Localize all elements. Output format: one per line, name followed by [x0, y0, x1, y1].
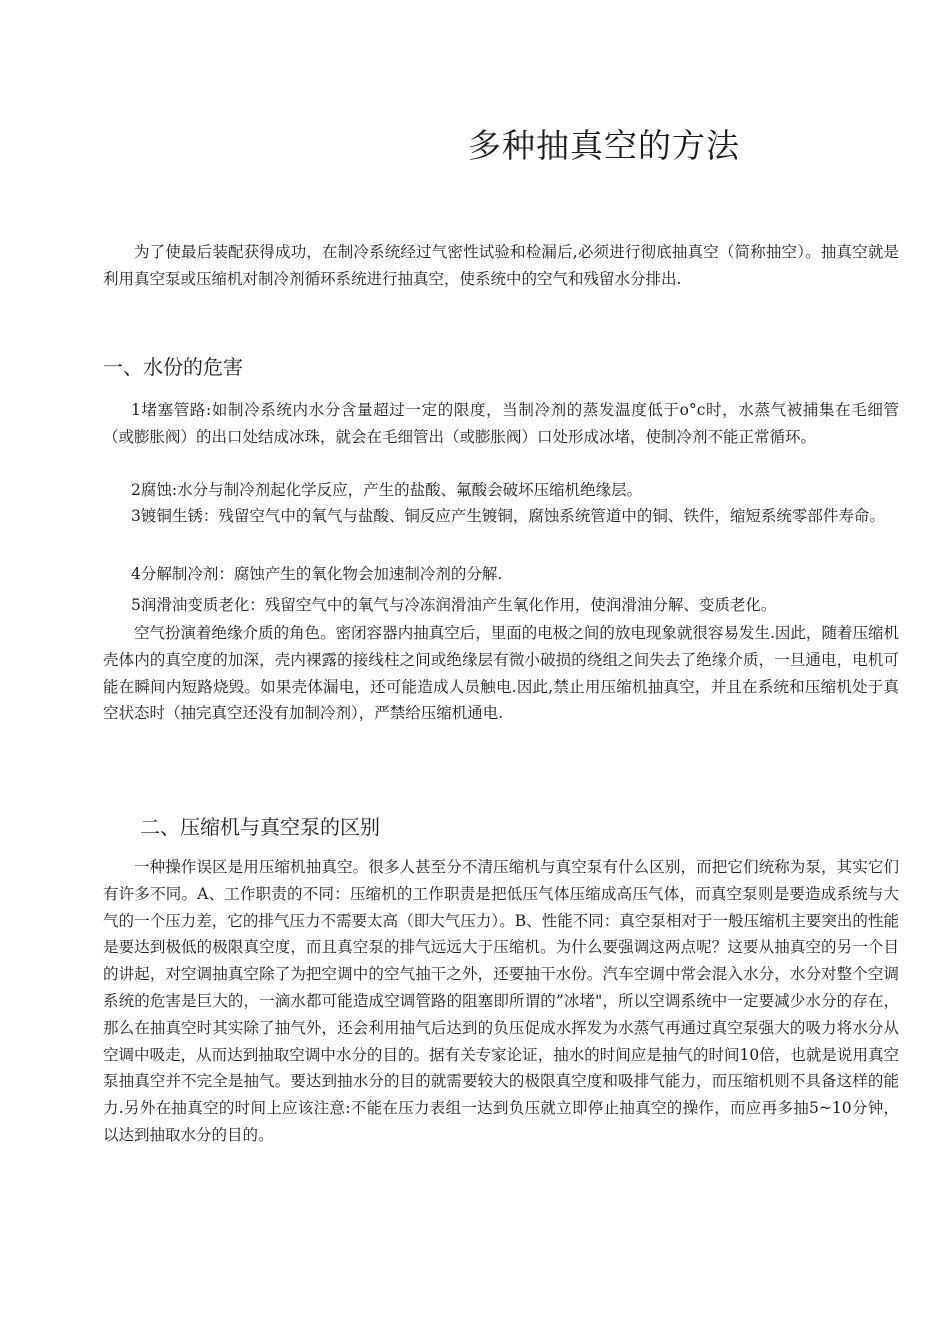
insulation-note-paragraph: 空气扮演着绝缘介质的角色。密闭容器内抽真空后，里面的电极之间的放电现象就很容易发生.因此，随着压缩机壳体内的真空度的加深，壳内裸露的接线柱之间或绝缘层有微小破损的绕组之间失去了绝缘介质，一旦通电，电机可能在瞬间内短路烧毁。如果壳体漏电，还可能造成人员触电.因此,禁止用压缩机抽真空，并且在系统和压缩机处于真空状态时（抽完真空还没有加制冷剂），严禁给压缩机通电. — [103, 624, 899, 723]
section2-body-paragraph: 一种操作误区是用压缩机抽真空。很多人甚至分不清压缩机与真空泵有什么区别，而把它们统称为泵，其实它们有许多不同。A、工作职责的不同：压缩机的工作职责是把低压气体压缩成高压气体，而真空泵则是要造成系统与大气的一个压力差，它的排气压力不需要太高（即大气压力）。B、性能不同：真空泵相对于一般压缩机主要突出的性能是要达到极低的极限真空度，而且真空泵的排气远远大于压缩机。为什么要强调这两点呢？这要从抽真空的另一个目的讲起，对空调抽真空除了为把空调中的空气抽干之外，还要抽干水份。汽车空调中常会混入水分，水分对整个空调系统的危害是巨大的，一滴水都可能造成空调管路的阻塞即所谓的”冰堵"，所以空调系统中一定要减少水分的存在，那么在抽真空时其实除了抽气外，还会利用抽气后达到的负压促成水挥发为水蒸气再通过真空泵强大的吸力将水分从空调中吸走，从而达到抽取空调中水分的目的。据有关专家论证，抽水的时间应是抽气的时间10倍，也就是说用真空泵抽真空并不完全是抽气。要达到抽水分的目的就需要较大的极限真空度和吸排气能力，而压缩机则不具备这样的能力.另外在抽真空的时间上应该注意:不能在压力表组一达到负压就立即停止抽真空的操作，而应再多抽5~10分钟，以达到抽取水分的目的。 — [103, 858, 899, 1144]
list-item: 1堵塞管路:如制冷系统内水分含量超过一定的限度，当制冷剂的蒸发温度低于o°c时，水蒸气被捕集在毛细管（或膨胀阀）的出口处结成冰珠，就会在毛细管出（或膨胀阀）口处形成冰堵，使制冷剂不能正常循环。 — [103, 401, 899, 446]
page-title: 多种抽真空的方法 — [468, 126, 740, 165]
list-item: 4分解制冷剂：腐蚀产生的氧化物会加速制冷剂的分解. — [131, 565, 503, 583]
section-heading-compressor-vs-pump: 二、压缩机与真空泵的区别 — [140, 815, 380, 839]
intro-paragraph: 为了使最后装配获得成功，在制冷系统经过气密性试验和检漏后,必须进行彻底抽真空（简称抽空）。抽真空就是利用真空泵或压缩机对制冷剂循环系统进行抽真空，使系统中的空气和残留水分排出. — [103, 243, 899, 288]
list-item: 3镀铜生锈：残留空气中的氧气与盐酸、铜反应产生镀铜，腐蚀系统管道中的铜、铁件，缩短系统零部件寿命。 — [131, 507, 885, 525]
section-heading-water-hazards: 一、水份的危害 — [103, 355, 243, 379]
list-item: 5润滑油变质老化：残留空气中的氧气与冷冻润滑油产生氧化作用，使润滑油分解、变质老化。 — [131, 596, 777, 614]
list-item: 2腐蚀:水分与制冷剂起化学反应，产生的盐酸、氟酸会破坏压缩机绝缘层。 — [131, 481, 643, 499]
